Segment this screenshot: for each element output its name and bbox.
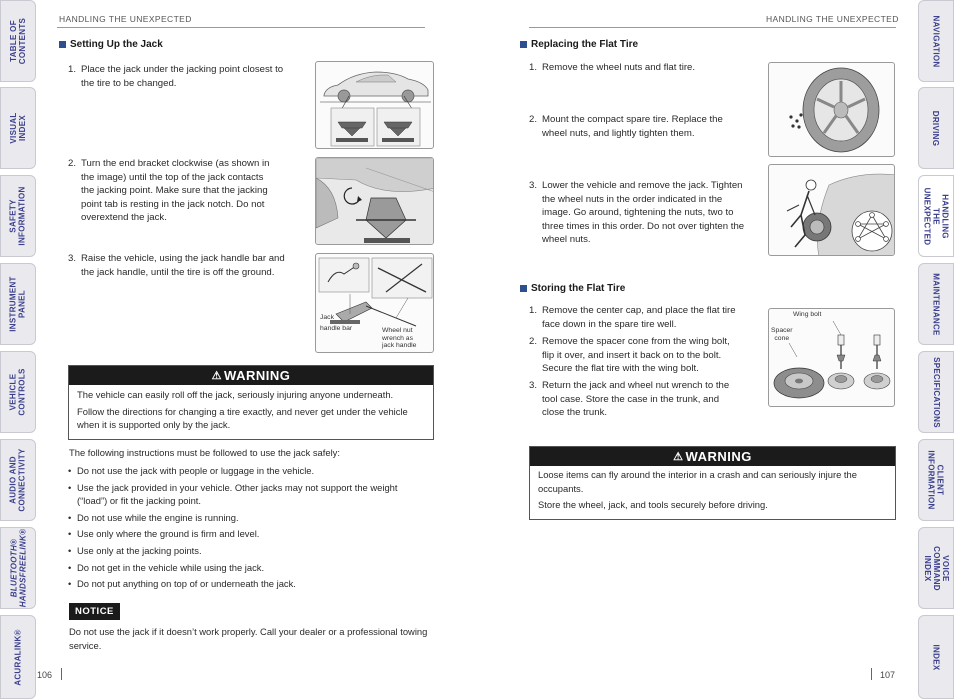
figure-label-line: jack handle	[382, 342, 417, 350]
step-line: Place the jack under the jacking point closest to	[81, 64, 284, 75]
car-jack-illustration	[316, 62, 434, 149]
tab-safety-information[interactable]	[0, 175, 36, 257]
right-section-tabs	[918, 0, 954, 699]
jack-handle-bar-label	[320, 314, 352, 332]
tab-voice-command-index[interactable]	[918, 527, 954, 609]
step-line: Return the jack and wheel nut wrench to the	[542, 380, 730, 391]
right-page-number-bar	[871, 668, 872, 680]
step-line: close the trunk.	[542, 407, 608, 419]
step-line: flip it over, and insert it back on to the bolt.	[542, 349, 722, 361]
step-line: wheel nuts.	[542, 234, 591, 246]
section-title-text: Setting Up the Jack	[70, 39, 163, 50]
tab-audio-and-connectivity[interactable]	[0, 439, 36, 521]
list-item: • Use only where the ground is firm and level.	[68, 527, 430, 541]
tab-label: VISUAL INDEX	[9, 112, 27, 144]
list-item: • Do not put anything on top of or underneath the jack.	[68, 577, 430, 591]
heading-square-icon	[520, 285, 527, 292]
step-line: Raise the vehicle, using the jack handle bar and	[81, 253, 285, 264]
left-page-number: 106	[37, 670, 53, 680]
step-number: 1.	[68, 64, 77, 75]
tab-driving[interactable]	[918, 87, 954, 169]
warning-paragraph: Loose items can fly around the interior in a crash and can seriously injure the occupants.	[538, 469, 857, 494]
tab-label: VEHICLE CONTROLS	[9, 368, 28, 416]
notice-text: Do not use the jack if it doesn’t work properly. Call your dealer or a professional towing service.	[69, 626, 428, 651]
jack-safety-intro: The following instructions must be followed to use the jack safely:	[69, 447, 340, 458]
tighten-nuts-figure	[768, 164, 895, 256]
tab-label: CLIENT INFORMATION	[927, 450, 945, 510]
section-title-storing-flat-tire	[520, 283, 625, 294]
step-number: 1.	[529, 305, 538, 316]
warning-paragraph: The vehicle can easily roll off the jack, seriously injuring anyone underneath.	[77, 389, 394, 400]
tab-index[interactable]	[918, 615, 954, 699]
tab-instrument-panel[interactable]	[0, 263, 36, 345]
step-number: 2.	[68, 158, 77, 169]
figure-label-line: wrench as	[382, 334, 413, 342]
right-page-number: 107	[880, 670, 896, 680]
step-number: 2.	[529, 114, 538, 125]
step-number: 3.	[529, 380, 538, 391]
jack-contact-figure	[315, 157, 434, 245]
tab-label: HANDLING THE UNEXPECTED	[922, 187, 950, 245]
tab-label: MAINTENANCE	[931, 272, 941, 336]
step-line: image. Go around, tightening the nuts, two to	[542, 207, 734, 219]
right-header-rule	[529, 27, 896, 28]
left-page-number-bar	[61, 668, 62, 680]
step-number: 3.	[529, 180, 538, 191]
list-item: • Do not get in the vehicle while using the jack.	[68, 561, 430, 575]
step-number: 1.	[529, 62, 538, 73]
spare-storage-illustration	[769, 309, 895, 407]
heading-square-icon	[520, 41, 527, 48]
figure-label-line: Wheel nut	[382, 327, 413, 334]
step-line: Remove the spacer cone from the wing bolt,	[542, 336, 730, 347]
step-line: tool case. Store the case in the trunk, and	[542, 393, 720, 405]
notice-badge: NOTICE	[69, 603, 120, 620]
step-line: Secure the flat tire with the wing bolt.	[542, 363, 699, 375]
figure-label-line: Jack	[320, 314, 334, 321]
step-line: wheel nuts, and lightly tighten them.	[542, 127, 695, 139]
step-line: overextend the jack.	[81, 212, 167, 224]
right-warning-box	[529, 446, 896, 520]
section-title-setting-up-jack	[59, 39, 163, 50]
tab-label: TABLE OF CONTENTS	[9, 17, 27, 65]
section-title-text: Replacing the Flat Tire	[531, 39, 639, 50]
figure-label-line: cone	[774, 334, 790, 342]
figure-label-line: handle bar	[320, 324, 353, 332]
wheel-removal-illustration	[769, 63, 895, 157]
tab-vehicle-controls[interactable]	[0, 351, 36, 433]
wheel-nut-wrench-label	[382, 327, 416, 350]
wing-bolt-label: Wing bolt	[793, 311, 822, 318]
spare-storage-figure	[768, 308, 895, 407]
step-line: point tab is resting in the jack notch. Do not	[81, 198, 265, 210]
tab-label: AUDIO AND CONNECTIVITY	[9, 448, 28, 512]
warning-header	[69, 366, 433, 385]
warning-triangle-icon: ⚠	[673, 451, 684, 463]
step-line: the tire to be changed.	[81, 77, 177, 89]
spacer-cone-label	[771, 327, 793, 342]
left-header-rule	[57, 27, 425, 28]
jack-handle-figure	[315, 253, 434, 353]
left-section-tabs	[0, 0, 36, 699]
tab-label: INDEX	[931, 644, 941, 670]
tab-label: SAFETY INFORMATION	[9, 186, 27, 246]
section-title-replacing-flat-tire	[520, 39, 638, 50]
step-line: Lower the vehicle and remove the jack. Tighten	[542, 180, 743, 191]
step-line: face down in the spare tire well.	[542, 318, 677, 330]
tab-label: VOICE COMMAND INDEX	[922, 545, 950, 591]
tab-acuralink[interactable]	[0, 615, 36, 699]
figure-label-line: Spacer	[771, 327, 793, 334]
step-line: the jacking point. Make sure that the jacking	[81, 185, 268, 197]
tab-navigation[interactable]	[918, 0, 954, 82]
step-line: the jack handle, until the tire is off the ground.	[81, 266, 275, 278]
step-line: Turn the end bracket clockwise (as shown in	[81, 158, 270, 169]
warning-triangle-icon: ⚠	[211, 370, 223, 382]
tab-label: BLUETOOTH® HANDSFREELINK®	[9, 528, 28, 608]
tab-label: NAVIGATION	[931, 14, 941, 68]
tab-table-of-contents[interactable]	[0, 0, 36, 82]
tab-specifications[interactable]	[918, 351, 954, 433]
left-warning-box	[68, 365, 434, 440]
step-line: Remove the center cap, and place the flat tire	[542, 305, 736, 316]
jack-safety-list	[68, 464, 430, 594]
step-line: the wheel nuts in the order indicated in the	[542, 193, 723, 205]
step-line: the image) until the top of the jack contacts	[81, 171, 264, 183]
tab-label: INSTRUMENT PANEL	[9, 276, 28, 332]
wheel-removal-figure	[768, 62, 895, 157]
heading-square-icon	[59, 41, 66, 48]
step-line: Remove the wheel nuts and flat tire.	[542, 62, 696, 73]
tab-handling-the-unexpected[interactable]	[918, 175, 954, 257]
section-title-text: Storing the Flat Tire	[531, 283, 626, 294]
tab-label: DRIVING	[931, 110, 941, 146]
tab-label: ACURALINK®	[13, 628, 23, 686]
list-item: • Use the jack provided in your vehicle. Other jacks may not support the weight (“load”) or fit the jacking point.	[68, 481, 430, 508]
jack-placement-figure	[315, 61, 434, 149]
list-item: • Use only at the jacking points.	[68, 544, 430, 558]
list-item: • Do not use while the engine is running.	[68, 511, 430, 525]
right-running-header: HANDLING THE UNEXPECTED	[766, 14, 899, 24]
step-line: Mount the compact spare tire. Replace the	[542, 114, 723, 125]
tab-label: SPECIFICATIONS	[931, 356, 941, 428]
left-running-header: HANDLING THE UNEXPECTED	[59, 14, 192, 24]
tab-visual-index[interactable]	[0, 87, 36, 169]
warning-header	[530, 447, 895, 466]
warning-paragraph: Follow the directions for changing a tire exactly, and never get under the vehicle when it is supported only by the jack.	[77, 405, 408, 431]
warning-title: WARNING	[224, 368, 291, 383]
warning-paragraph: Store the wheel, jack, and tools securely before driving.	[538, 499, 768, 511]
tab-maintenance[interactable]	[918, 263, 954, 345]
tab-client-information[interactable]	[918, 439, 954, 521]
tighten-nuts-illustration	[769, 165, 895, 256]
step-number: 3.	[68, 253, 77, 264]
step-number: 2.	[529, 336, 538, 347]
warning-title: WARNING	[685, 449, 752, 464]
tab-bluetooth-handsfreelink[interactable]	[0, 527, 36, 609]
list-item: • Do not use the jack with people or luggage in the vehicle.	[68, 464, 430, 478]
jack-contact-illustration	[316, 158, 434, 245]
step-line: three times in this order. Do not over tighten the	[542, 220, 745, 232]
